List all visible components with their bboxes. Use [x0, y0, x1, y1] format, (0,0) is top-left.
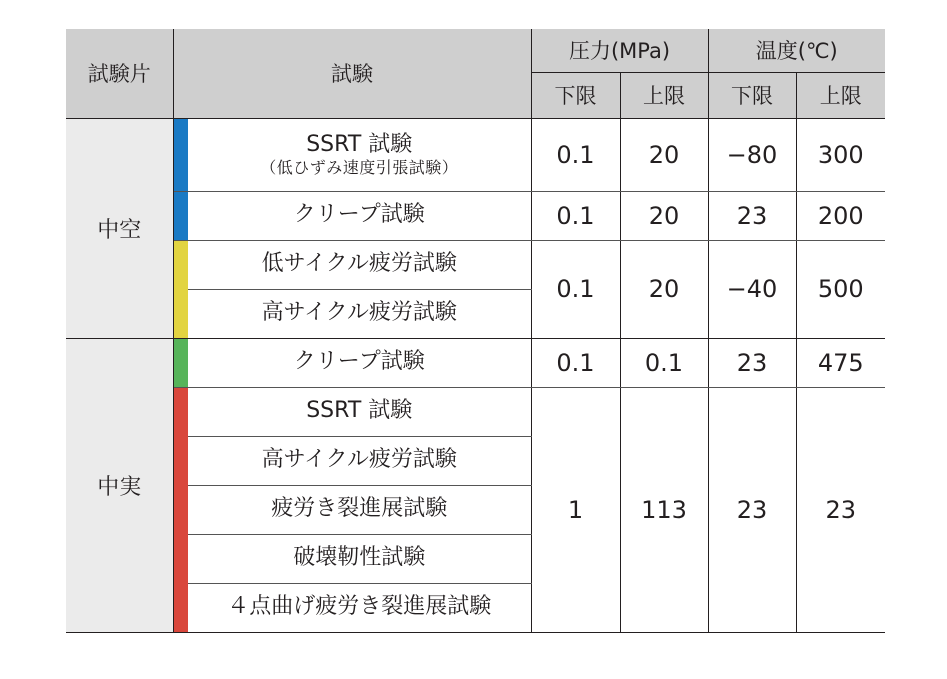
test-name-high-cycle-fatigue: 高サイクル疲労試験 — [188, 289, 531, 338]
pressure-upper: 20 — [620, 240, 708, 338]
test-name-ssrt-main: SSRT 試験 — [306, 131, 413, 157]
color-bar-yellow — [173, 240, 188, 289]
header-pressure-lower: 下限 — [531, 72, 620, 118]
header-temperature-lower: 下限 — [708, 72, 796, 118]
test-name-low-cycle-fatigue: 低サイクル疲労試験 — [188, 240, 531, 289]
temperature-upper: 475 — [796, 338, 885, 387]
temperature-upper: 200 — [796, 191, 885, 240]
temperature-lower: 23 — [708, 338, 796, 387]
test-name-ssrt: SSRT 試験 — [188, 387, 531, 436]
color-bar-green — [173, 338, 188, 387]
pressure-lower: 0.1 — [531, 191, 620, 240]
pressure-lower: 0.1 — [531, 338, 620, 387]
test-name-ssrt — [188, 118, 531, 191]
pressure-upper: 20 — [620, 191, 708, 240]
header-pressure-upper: 上限 — [620, 72, 708, 118]
temperature-lower: −40 — [708, 240, 796, 338]
temperature-upper: 23 — [796, 387, 885, 632]
test-name-high-cycle-fatigue: 高サイクル疲労試験 — [188, 436, 531, 485]
header-temperature-upper: 上限 — [796, 72, 885, 118]
test-name-creep: クリープ試験 — [188, 338, 531, 387]
header-test: 試験 — [173, 29, 531, 118]
specimen-hollow: 中空 — [66, 118, 173, 338]
color-bar-red — [173, 534, 188, 583]
test-name-fracture-toughness: 破壊靭性試験 — [188, 534, 531, 583]
test-name-creep: クリープ試験 — [188, 191, 531, 240]
pressure-lower: 1 — [531, 387, 620, 632]
color-bar-red — [173, 436, 188, 485]
specimen-solid: 中実 — [66, 338, 173, 632]
header-pressure: 圧力(MPa) — [531, 29, 708, 72]
pressure-upper: 0.1 — [620, 338, 708, 387]
test-name-ssrt-sub: （低ひずみ速度引張試験） — [260, 158, 459, 178]
color-bar-red — [173, 583, 188, 632]
test-conditions-table — [66, 29, 885, 633]
temperature-lower: 23 — [708, 191, 796, 240]
temperature-lower: 23 — [708, 387, 796, 632]
color-bar-red — [173, 485, 188, 534]
color-bar-blue — [173, 118, 188, 191]
header-specimen: 試験片 — [66, 29, 173, 118]
pressure-upper: 113 — [620, 387, 708, 632]
color-bar-blue — [173, 191, 188, 240]
temperature-upper: 300 — [796, 118, 885, 191]
test-name-four-point-bending: ４点曲げ疲労き裂進展試験 — [188, 583, 531, 632]
color-bar-red — [173, 387, 188, 436]
temperature-upper: 500 — [796, 240, 885, 338]
test-name-fatigue-crack-growth: 疲労き裂進展試験 — [188, 485, 531, 534]
pressure-upper: 20 — [620, 118, 708, 191]
pressure-lower: 0.1 — [531, 118, 620, 191]
header-temperature: 温度(℃) — [708, 29, 885, 72]
color-bar-yellow — [173, 289, 188, 338]
temperature-lower: −80 — [708, 118, 796, 191]
pressure-lower: 0.1 — [531, 240, 620, 338]
